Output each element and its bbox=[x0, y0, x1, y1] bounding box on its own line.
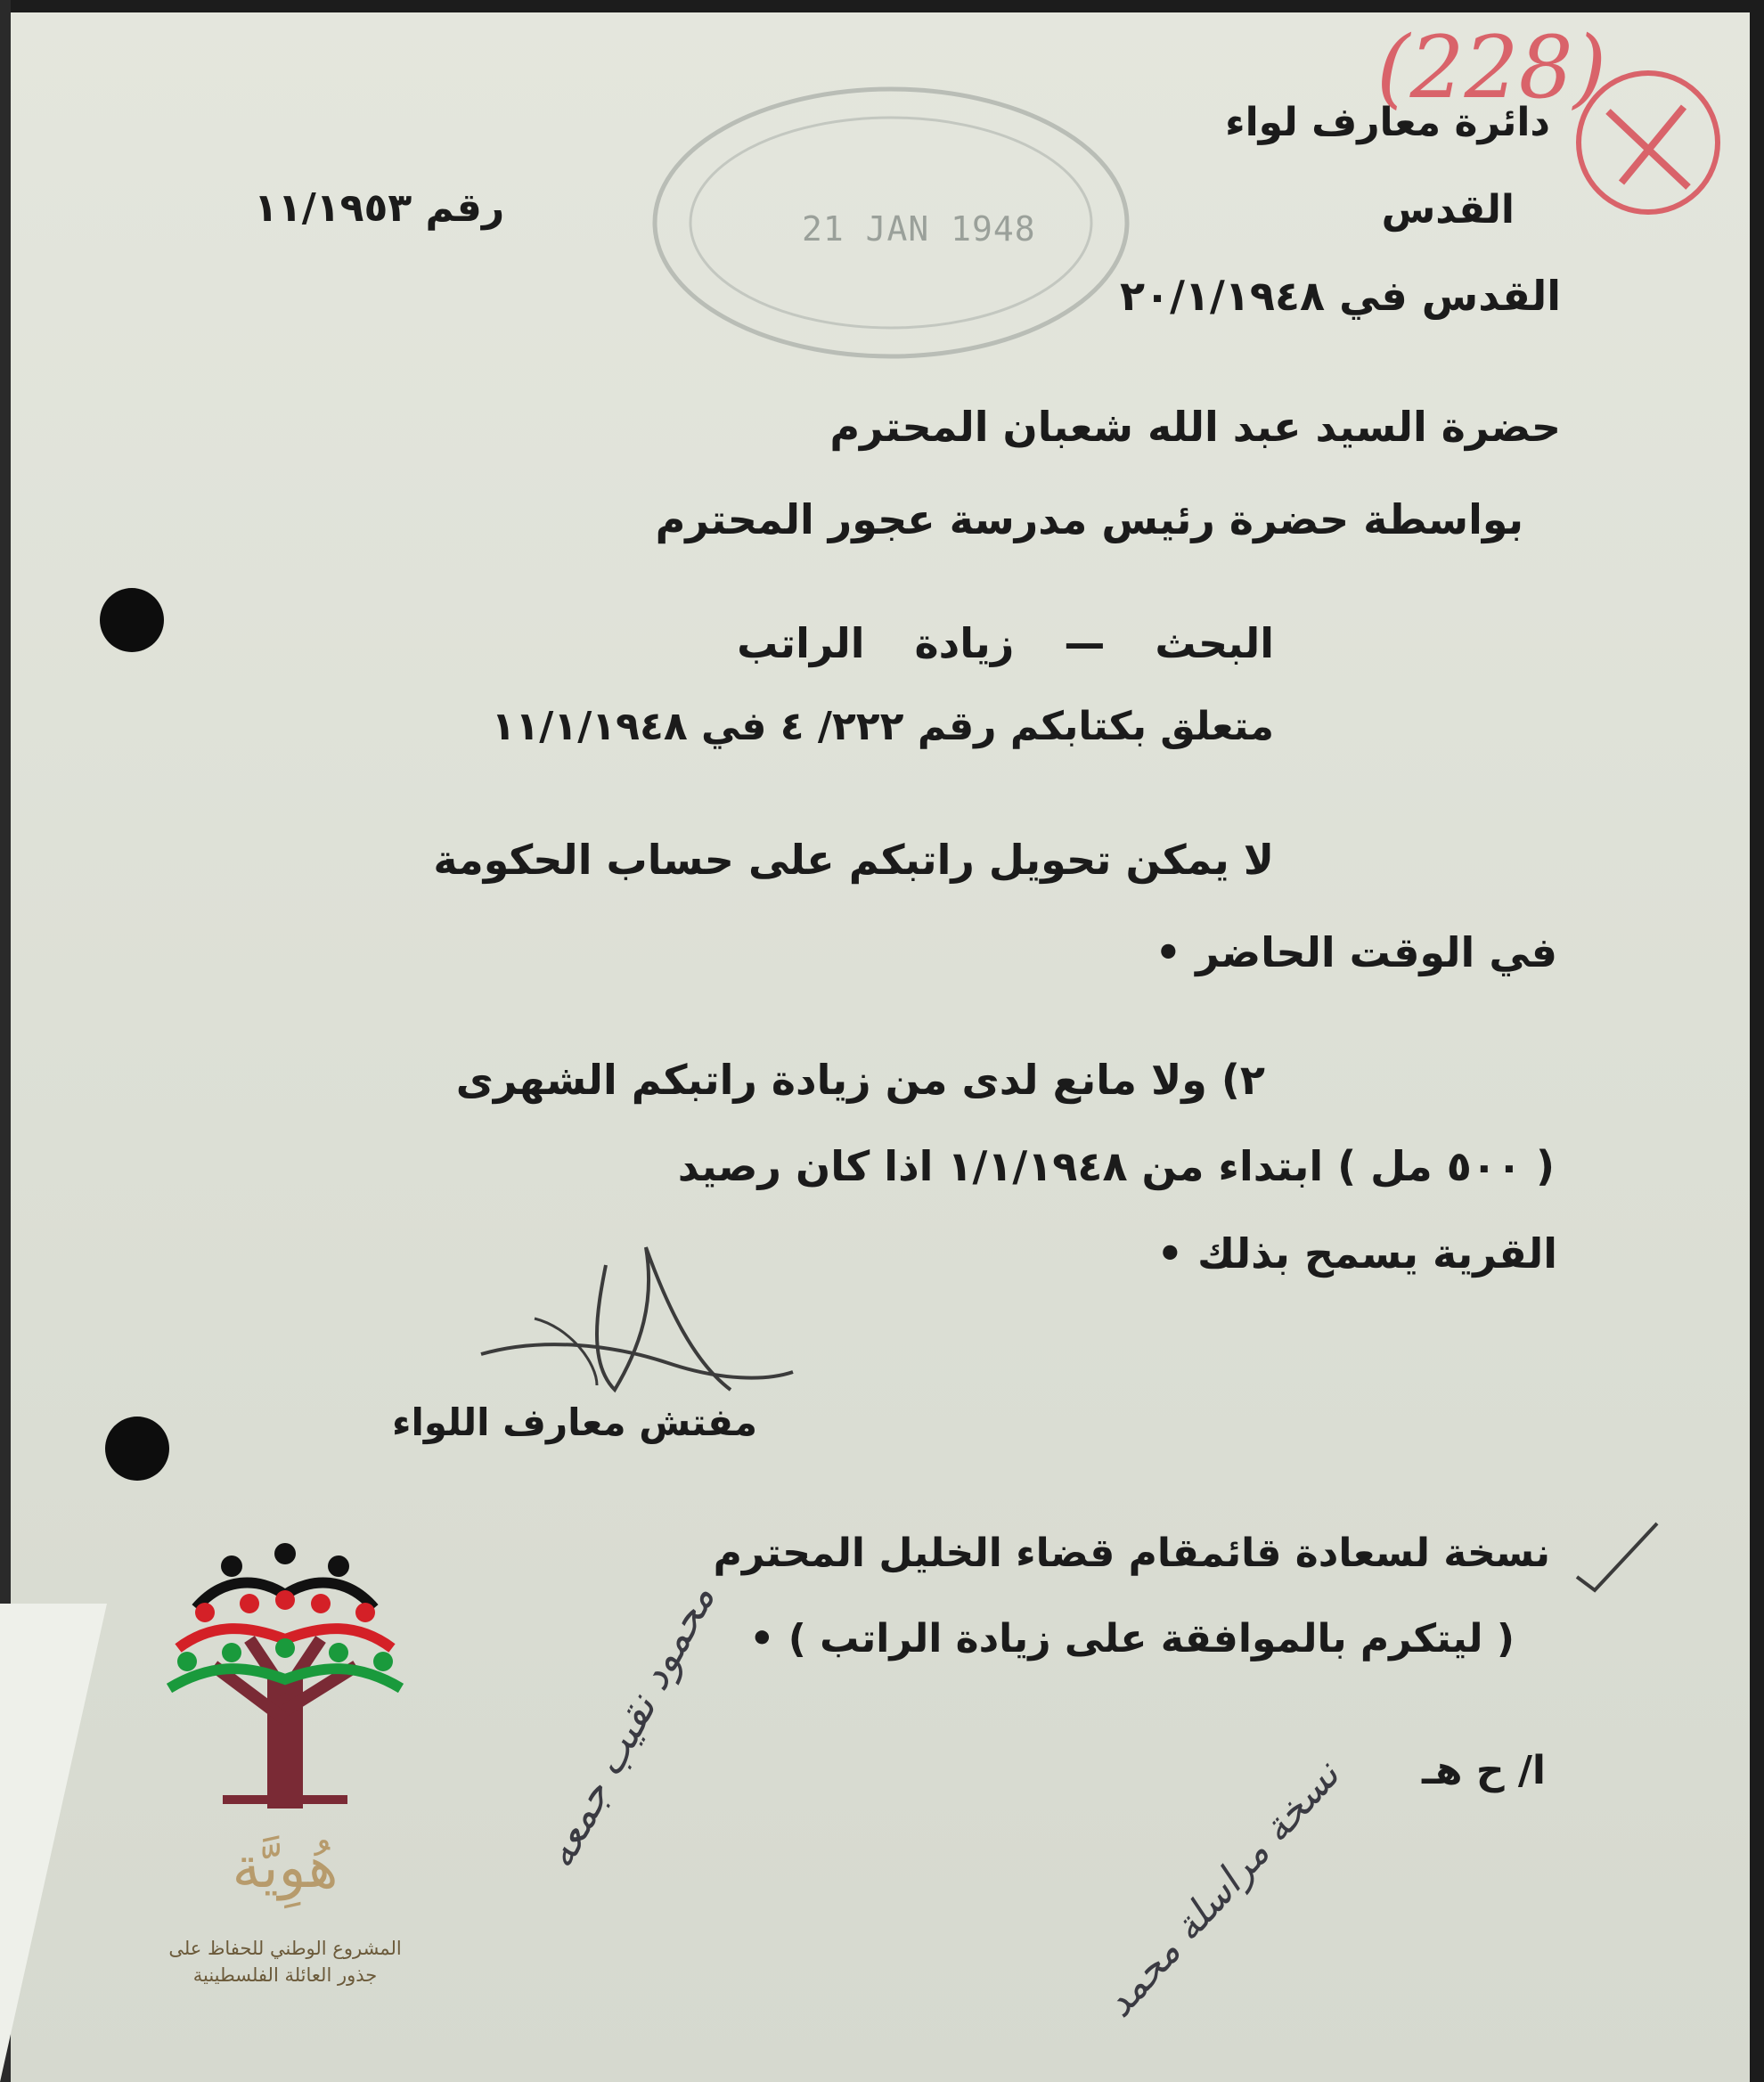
sender-line-2: القدس bbox=[1381, 187, 1515, 233]
paragraph-2-line-2: ( ٥٠٠ مل ) ابتداء من ١/١/١٩٤٨ اذا كان رصيد bbox=[677, 1142, 1555, 1190]
handwritten-file-number: (228) bbox=[1376, 18, 1607, 118]
stamp-date: 21 JAN 1948 bbox=[802, 209, 1036, 249]
copy-line-1: نسخة لسعادة قائمقام قضاء الخليل المحترم bbox=[713, 1531, 1550, 1576]
copy-line-2: ( ليتكرم بالموافقة على زيادة الراتب ) • bbox=[749, 1616, 1515, 1662]
paragraph-1-line-2: في الوقت الحاضر • bbox=[1155, 928, 1557, 976]
logo-word: هُوِيَّة bbox=[232, 1835, 339, 1901]
paragraph-1-line-1: لا يمكن تحويل راتبكم على حساب الحكومة bbox=[433, 836, 1274, 884]
initials: ا/ ح هـ bbox=[1421, 1748, 1546, 1793]
paragraph-2-line-1: ٢) ولا مانع لدى من زيادة راتبكم الشهرى bbox=[455, 1056, 1265, 1104]
addressee-line-1: حضرة السيد عبد الله شعبان المحترم bbox=[829, 403, 1561, 451]
punch-hole-top bbox=[100, 588, 164, 652]
paragraph-2-line-3: القرية يسمح بذلك • bbox=[1156, 1229, 1557, 1278]
handwritten-note-right: نسخة مراسلة محمد bbox=[1096, 1752, 1349, 2027]
logo-tree bbox=[160, 1541, 410, 1808]
scan-border-top bbox=[0, 0, 1764, 12]
scan-border-right bbox=[1750, 0, 1764, 2082]
logo-tagline-line-1: المشروع الوطني للحفاظ على bbox=[168, 1938, 402, 1959]
handwritten-note-center: محمود نقيب جمعه bbox=[535, 1576, 724, 1876]
regarding-line: متعلق بكتابكم رقم ٢٢٢/ ٤ في ١١/١/١٩٤٨ bbox=[491, 704, 1274, 749]
subject-line: البحث — زيادة الراتب bbox=[737, 619, 1274, 667]
place-date: القدس في ٢٠/١/١٩٤٨ bbox=[1119, 272, 1561, 320]
punch-hole-bottom bbox=[105, 1417, 169, 1481]
check-mark bbox=[1568, 1515, 1666, 1595]
addressee-line-2: بواسطة حضرة رئيس مدرسة عجور المحترم bbox=[655, 495, 1523, 543]
sender-line-1: دائرة معارف لواء bbox=[1225, 100, 1550, 145]
reference-number: رقم ١١/١٩٥٣ bbox=[254, 185, 505, 231]
folded-corner bbox=[0, 1604, 107, 2082]
red-circle-mark bbox=[1568, 62, 1728, 223]
signature-scribble bbox=[463, 1229, 802, 1417]
logo-tagline-line-2: جذور العائلة الفلسطينية bbox=[192, 1964, 378, 1986]
signature-title: مفتش معارف اللواء bbox=[392, 1400, 757, 1444]
